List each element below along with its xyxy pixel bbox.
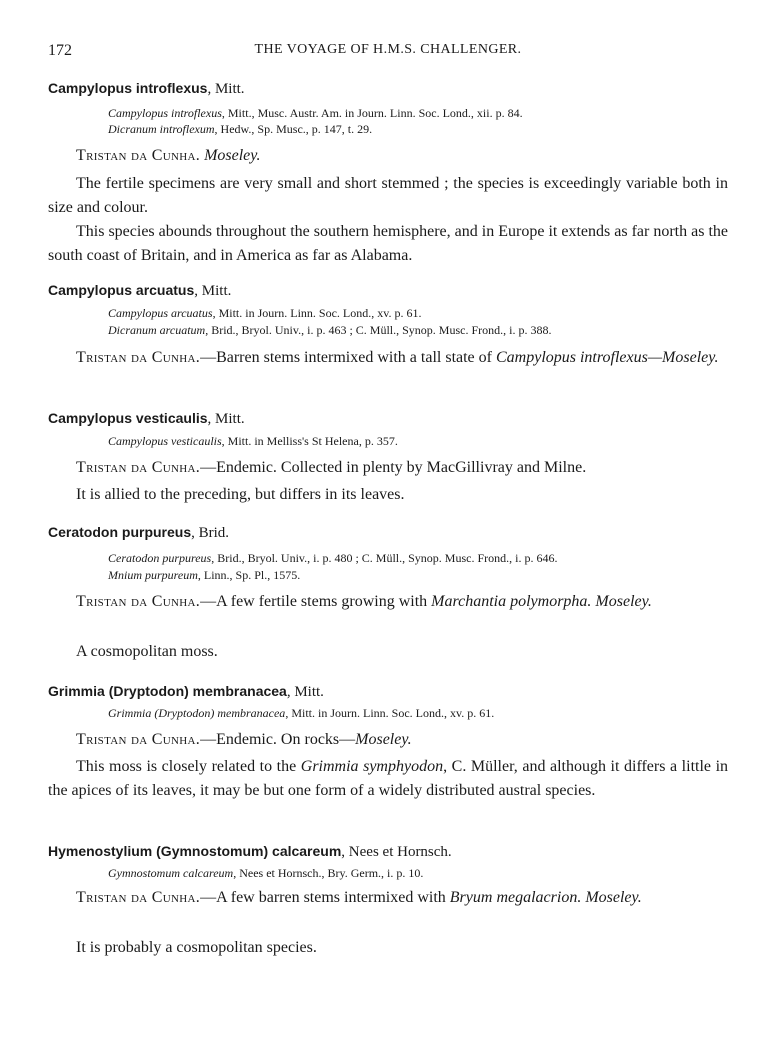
species-name: Hymenostylium (Gymnostomum) calcareum — [48, 843, 342, 859]
synonym-ref: , Brid., Bryol. Univ., i. p. 480 ; C. Müll., Synop. Musc. Frond., i. p. 646. — [211, 551, 558, 565]
synonym — [108, 106, 523, 121]
synonym — [108, 568, 300, 583]
entry-title — [48, 843, 452, 861]
synonym — [108, 866, 423, 881]
synonym — [108, 551, 557, 566]
synonym-name: Gymnostomum calcareum — [108, 866, 234, 880]
locality-italic: Marchantia polymorpha. Moseley. — [431, 593, 652, 610]
synonym-name: Campylopus vesticaulis — [108, 434, 222, 448]
page-number: 172 — [48, 42, 72, 59]
synonym-name: Mnium purpureum — [108, 568, 198, 582]
synonym-ref: , Mitt. in Journ. Linn. Soc. Lond., xv. p. 61. — [212, 306, 422, 320]
species-name: Campylopus introflexus — [48, 80, 208, 96]
synonym — [108, 323, 551, 338]
synonym-name: Campylopus introflexus — [108, 106, 222, 120]
synonym-ref: , Brid., Bryol. Univ., i. p. 463 ; C. Müll., Synop. Musc. Frond., i. p. 388. — [205, 323, 552, 337]
locality-line — [48, 590, 728, 614]
species-name: Campylopus arcuatus — [48, 282, 195, 298]
locality-note: Moseley. — [204, 147, 261, 164]
species-name: Campylopus vesticaulis — [48, 410, 208, 426]
species-author: , Brid. — [191, 525, 230, 541]
locality-italic: Bryum megalacrion. Moseley. — [449, 889, 642, 906]
synonym — [108, 706, 494, 721]
synonym-ref: , Hedw., Sp. Musc., p. 147, t. 29. — [214, 122, 373, 136]
locality-text: —A few fertile stems growing with — [200, 593, 432, 610]
paragraph-text: , C. Müller, and although it differs a little in the apices of its leaves, it may be but one form of a widely distributed austral species. — [48, 758, 729, 799]
paragraph-italic: Grimmia symphyodon — [300, 758, 444, 775]
synonym — [108, 122, 372, 137]
locality-line — [48, 144, 728, 168]
locality-text: —A few barren stems intermixed with — [200, 889, 450, 906]
locality-text: —Endemic. On rocks— — [200, 731, 356, 748]
synonym-name: Campylopus arcuatus — [108, 306, 213, 320]
locality-italic: Campylopus introflexus—Moseley. — [495, 349, 719, 366]
locality-line — [48, 456, 728, 480]
locality-line — [48, 886, 728, 910]
paragraph: It is probably a cosmopolitan species. — [76, 939, 317, 956]
synonym-ref: , Mitt., Musc. Austr. Am. in Journ. Linn. Soc. Lond., xii. p. 84. — [221, 106, 523, 120]
synonym-ref: , Nees et Hornsch., Bry. Germ., i. p. 10. — [233, 866, 424, 880]
locality: Tristan da Cunha. — [76, 593, 201, 610]
synonym — [108, 306, 421, 321]
locality-text: —Barren stems intermixed with a tall state of — [200, 349, 496, 366]
synonym-name: Ceratodon purpureus — [108, 551, 212, 565]
locality: Tristan da Cunha. — [76, 349, 201, 366]
synonym-name: Dicranum introflexum — [108, 122, 215, 136]
locality: Tristan da Cunha. — [76, 459, 201, 476]
species-author: , Mitt. — [194, 283, 232, 299]
entry-title — [48, 683, 324, 701]
entry-title — [48, 282, 231, 300]
synonym-ref: , Mitt. in Journ. Linn. Soc. Lond., xv. p. 61. — [285, 706, 495, 720]
locality: Tristan da Cunha. — [76, 889, 201, 906]
locality-text: —Endemic. Collected in plenty by MacGillivray and Milne. — [200, 459, 587, 476]
species-name: Ceratodon purpureus — [48, 524, 192, 540]
synonym-name: Dicranum arcuatum — [108, 323, 206, 337]
locality: Tristan da Cunha. — [76, 147, 201, 164]
paragraph — [48, 755, 728, 803]
synonym-name: Grimmia (Dryptodon) membranacea — [108, 706, 286, 720]
species-author: , Mitt. — [207, 81, 245, 97]
species-name: Grimmia (Dryptodon) membranacea — [48, 683, 287, 699]
paragraph: The fertile specimens are very small and short stemmed ; the species is exceedingly variable both in size and colour. — [48, 175, 728, 216]
paragraph: It is allied to the preceding, but differs in its leaves. — [76, 486, 405, 503]
locality-line — [48, 728, 728, 752]
paragraph: This species abounds throughout the southern hemisphere, and in Europe it extends as far north as the south coast of Britain, and in America as far as Alabama. — [48, 223, 728, 264]
locality: Tristan da Cunha. — [76, 731, 201, 748]
synonym-ref: , Linn., Sp. Pl., 1575. — [197, 568, 301, 582]
species-author: , Mitt. — [207, 411, 245, 427]
synonym — [108, 434, 398, 449]
synonym-ref: , Mitt. in Melliss's St Helena, p. 357. — [221, 434, 398, 448]
locality-line — [48, 346, 728, 370]
paragraph: A cosmopolitan moss. — [76, 643, 218, 660]
entry-title — [48, 410, 245, 428]
running-title: THE VOYAGE OF H.M.S. CHALLENGER. — [254, 42, 522, 57]
locality-italic: Moseley. — [355, 731, 412, 748]
page-header — [48, 42, 728, 64]
paragraph-text: This moss is closely related to the — [76, 758, 301, 775]
species-author: , Mitt. — [286, 684, 324, 700]
entry-title — [48, 80, 245, 98]
species-author: , Nees et Hornsch. — [341, 844, 452, 860]
entry-title — [48, 524, 229, 542]
